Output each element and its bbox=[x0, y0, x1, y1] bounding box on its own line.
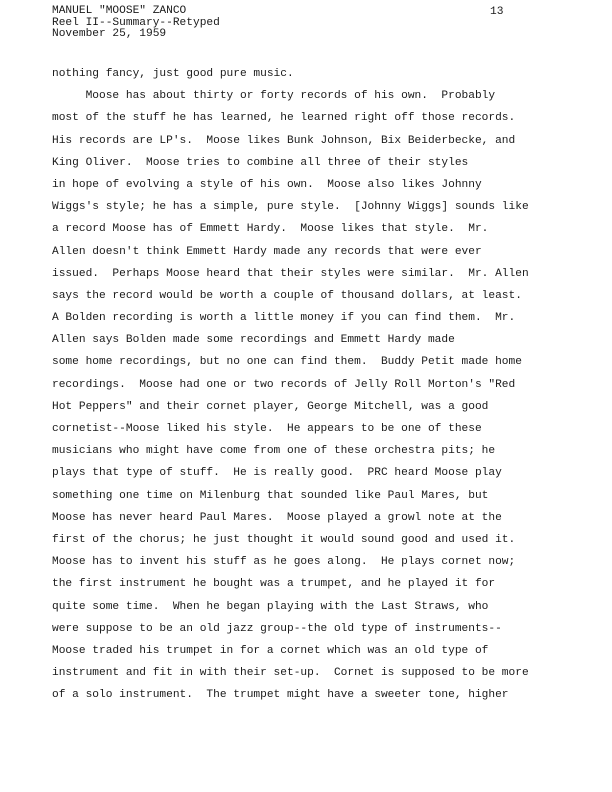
text-line: musicians who might have come from one of these orchestra pits; he bbox=[52, 445, 496, 458]
text-line: Wiggs's style; he has a simple, pure style. [Johnny Wiggs] sounds like bbox=[52, 201, 529, 214]
text-line: His records are LP's. Moose likes Bunk Johnson, Bix Beiderbecke, and bbox=[52, 134, 516, 147]
page-header bbox=[52, 6, 220, 41]
header-interviewee: MANUEL "MOOSE" ZANCO bbox=[52, 5, 187, 17]
page-number: 13 bbox=[490, 6, 504, 18]
text-line: instrument and fit in with their set-up. Cornet is supposed to be more bbox=[52, 667, 529, 680]
header-reel: Reel II--Summary--Retyped bbox=[52, 16, 220, 29]
body-text bbox=[52, 63, 572, 706]
text-line: were suppose to be an old jazz group--the old type of instruments-- bbox=[52, 622, 502, 635]
text-line: cornetist--Moose liked his style. He appears to be one of these bbox=[52, 423, 482, 435]
text-line: plays that type of stuff. He is really good. PRC heard Moose play bbox=[52, 467, 502, 480]
text-line: says the record would be worth a couple of thousand dollars, at least. bbox=[52, 289, 522, 302]
text-line: Moose has never heard Paul Mares. Moose played a growl note at the bbox=[52, 511, 502, 524]
text-line: King Oliver. Moose tries to combine all three of their styles bbox=[52, 156, 469, 169]
header-date: November 25, 1959 bbox=[52, 28, 167, 40]
text-line: Hot Peppers" and their cornet player, George Mitchell, was a good bbox=[52, 400, 489, 413]
text-line: in hope of evolving a style of his own. Moose also likes Johnny bbox=[52, 178, 482, 191]
text-line: a record Moose has of Emmett Hardy. Moose likes that style. Mr. bbox=[52, 223, 489, 236]
text-line: issued. Perhaps Moose heard that their styles were similar. Mr. Allen bbox=[52, 267, 529, 280]
text-line: most of the stuff he has learned, he learned right off those records. bbox=[52, 112, 516, 125]
text-line: nothing fancy, just good pure music. bbox=[52, 68, 294, 80]
text-line: Moose traded his trumpet in for a cornet which was an old type of bbox=[52, 644, 489, 657]
text-line: quite some time. When he began playing with the Last Straws, who bbox=[52, 600, 489, 613]
text-line: something one time on Milenburg that sounded like Paul Mares, but bbox=[52, 489, 489, 502]
text-line: some home recordings, but no one can find them. Buddy Petit made home bbox=[52, 356, 522, 369]
text-line: Allen doesn't think Emmett Hardy made any records that were ever bbox=[52, 245, 482, 258]
text-line: Moose has about thirty or forty records of his own. Probably bbox=[52, 90, 496, 103]
text-line: Moose has to invent his stuff as he goes along. He plays cornet now; bbox=[52, 556, 516, 569]
text-line: of a solo instrument. The trumpet might have a sweeter tone, higher bbox=[52, 689, 509, 702]
text-line: recordings. Moose had one or two records of Jelly Roll Morton's "Red bbox=[52, 378, 516, 391]
text-line: the first instrument he bought was a trumpet, and he played it for bbox=[52, 578, 496, 591]
text-line: A Bolden recording is worth a little money if you can find them. Mr. bbox=[52, 312, 516, 325]
text-line: Allen says Bolden made some recordings and Emmett Hardy made bbox=[52, 334, 455, 347]
text-line: first of the chorus; he just thought it would sound good and used it. bbox=[52, 533, 516, 546]
